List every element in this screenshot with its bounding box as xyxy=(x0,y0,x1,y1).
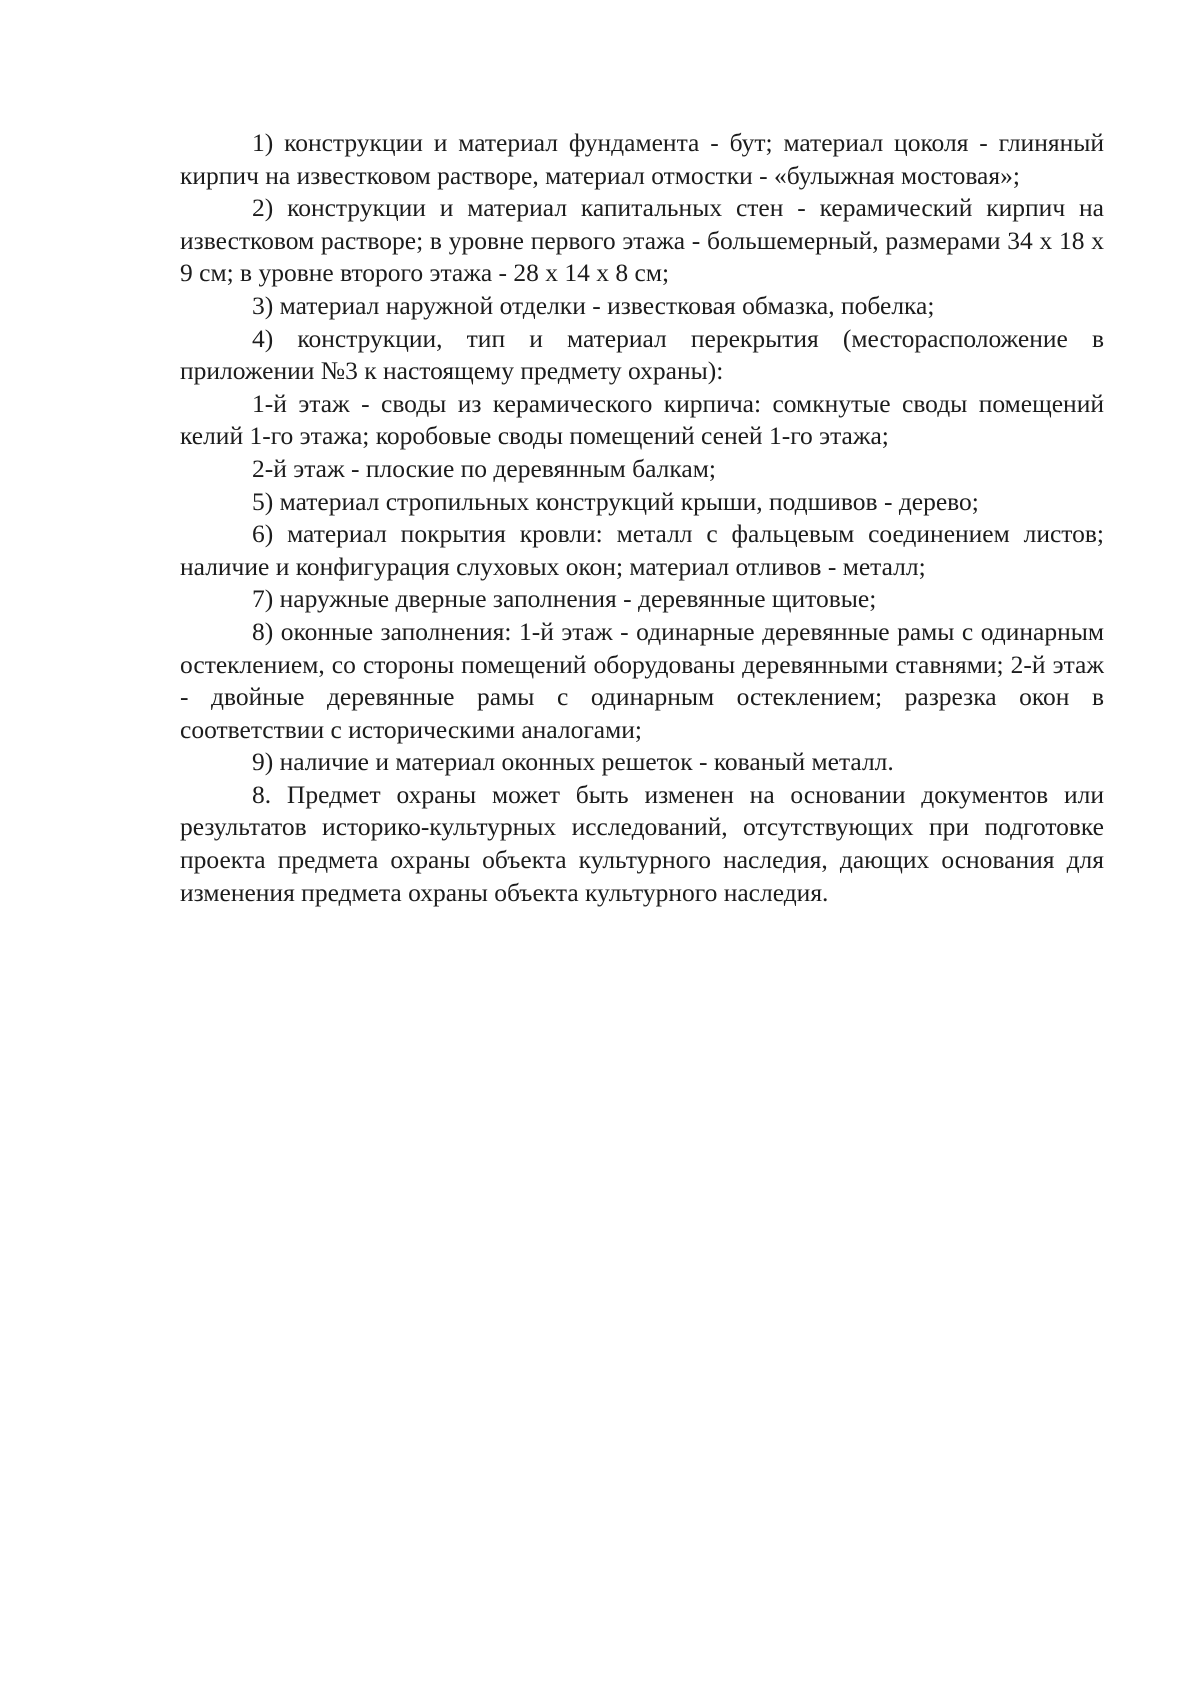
paragraph-item-8: 8. Предмет охраны может быть изменен на основании документов или результатов историко-культурных исследований, отсутствующих при подготовке проекта предмета охраны объекта культурного наследия, дающих основания для изменения предмета охраны объекта культурного наследия. xyxy=(180,779,1104,907)
paragraph-rafters: 5) материал стропильных конструкций крыши, подшивов - дерево; xyxy=(252,486,979,516)
paragraph-windows: 8) оконные заполнения: 1-й этаж - одинарные деревянные рамы с одинарным остеклением, со стороны помещений оборудованы деревянными ставнями; 2-й этаж - двойные деревянные рамы с одинарным остеклением; разрезка окон в соответствии с историческими аналогами; xyxy=(180,616,1104,744)
paragraph-second-floor: 2-й этаж - плоские по деревянным балкам; xyxy=(252,453,716,483)
paragraph-roofing: 6) материал покрытия кровли: металл с фальцевым соединением листов; наличие и конфигурация слуховых окон; материал отливов - металл; xyxy=(180,519,1104,581)
paragraph-first-floor-vaults: 1-й этаж - своды из керамического кирпича: сомкнутые своды помещений келий 1-го этажа; коробовые своды помещений сеней 1-го этажа; xyxy=(180,388,1104,451)
paragraph-walls: 2) конструкции и материал капитальных стен - керамический кирпич на известковом растворе; в уровне первого этажа - большемерный, размерами 34 х 18 х 9 см; в уровне второго этажа - 28 х 14 х 8 см; xyxy=(180,193,1104,288)
paragraph-window-grilles: 9) наличие и материал оконных решеток - кованый металл. xyxy=(252,747,894,777)
paragraph-floors: 4) конструкции, тип и материал перекрытия (месторасположение в приложении №3 к настоящему предмету охраны): xyxy=(180,323,1104,386)
document-body xyxy=(180,127,1104,909)
paragraph-foundation: 1) конструкции и материал фундамента - бут; материал цоколя - глиняный кирпич на известковом растворе, материал отмостки - «булыжная мостовая»; xyxy=(180,128,1104,190)
paragraph-doors: 7) наружные дверные заполнения - деревянные щитовые; xyxy=(252,584,877,614)
paragraph-exterior-finish: 3) материал наружной отделки - известковая обмазка, побелка; xyxy=(252,290,935,320)
